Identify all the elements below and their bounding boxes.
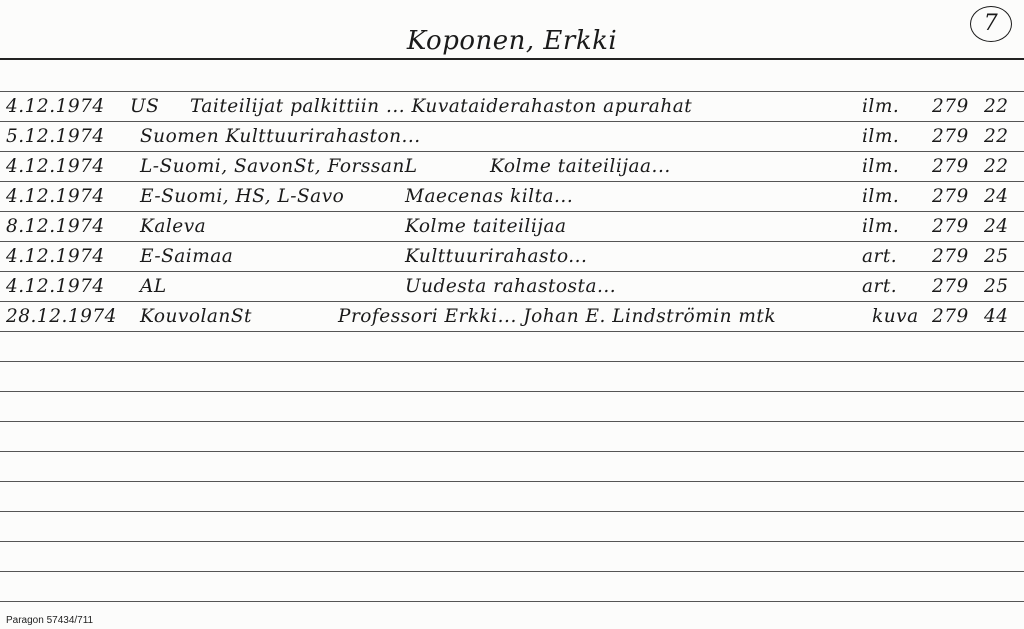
entry-row (0, 152, 1024, 182)
entry-number: 279 (932, 126, 969, 147)
entry-type: art. (862, 276, 898, 297)
entry-number: 279 (932, 156, 969, 177)
entry-date: 5.12.1974 (6, 126, 105, 147)
entry-number: 279 (932, 276, 969, 297)
entry-row (0, 92, 1024, 122)
entry-source: L-Suomi, SavonSt, ForssanL (140, 156, 418, 177)
entry-date: 4.12.1974 (6, 276, 105, 297)
entry-date: 4.12.1974 (6, 186, 105, 207)
entry-row (0, 272, 1024, 302)
ruled-line (0, 601, 1024, 602)
ruled-line (0, 481, 1024, 482)
entry-title: Kulttuurirahasto... (405, 246, 588, 267)
entry-type: art. (862, 246, 898, 267)
entry-number: 279 (932, 246, 969, 267)
entry-title: Professori Erkki... Johan E. Lindströmin mtk (338, 306, 777, 327)
entry-number: 279 (932, 306, 969, 327)
entry-source: Suomen Kulttuurirahaston... (140, 126, 421, 147)
entry-source: Kaleva (140, 216, 207, 237)
card-number-circle: 7 (970, 6, 1012, 42)
entry-page: 25 (984, 276, 1009, 297)
entry-page: 24 (984, 216, 1009, 237)
entry-date: 28.12.1974 (6, 306, 117, 327)
entry-type: ilm. (862, 156, 900, 177)
entry-type: kuva (872, 306, 919, 327)
entry-number: 279 (932, 216, 969, 237)
entry-source: KouvolanSt (140, 306, 252, 327)
entry-page: 22 (984, 156, 1009, 177)
entry-title: Kolme taiteilijaa... (490, 156, 671, 177)
ruled-line (0, 391, 1024, 392)
entry-title: Uudesta rahastosta... (405, 276, 617, 297)
ruled-line (0, 451, 1024, 452)
entry-date: 4.12.1974 (6, 156, 105, 177)
ruled-line (0, 361, 1024, 362)
entry-date: 8.12.1974 (6, 216, 105, 237)
entry-type: ilm. (862, 96, 900, 117)
card-title: Koponen, Erkki (406, 26, 618, 56)
entry-type: ilm. (862, 126, 900, 147)
entry-number: 279 (932, 96, 969, 117)
entry-page: 22 (984, 126, 1009, 147)
entry-title: Taiteilijat palkittiin ... Kuvataiderahaston apurahat (190, 96, 693, 117)
entry-title: Maecenas kilta... (405, 186, 574, 207)
entry-source: E-Saimaa (140, 246, 234, 267)
entry-page: 44 (984, 306, 1009, 327)
ruled-line (0, 541, 1024, 542)
entry-number: 279 (932, 186, 969, 207)
entry-type: ilm. (862, 216, 900, 237)
entry-row (0, 212, 1024, 242)
entry-row (0, 242, 1024, 272)
entry-page: 25 (984, 246, 1009, 267)
entry-source: AL (140, 276, 167, 297)
entry-type: ilm. (862, 186, 900, 207)
ruled-line (0, 421, 1024, 422)
entry-date: 4.12.1974 (6, 96, 105, 117)
entry-source: E-Suomi, HS, L-Savo (140, 186, 345, 207)
ruled-line (0, 571, 1024, 572)
entry-source: US (130, 96, 160, 117)
entry-row (0, 122, 1024, 152)
card-imprint: Paragon 57434/711 (6, 615, 94, 626)
entry-row (0, 302, 1024, 332)
entry-row (0, 182, 1024, 212)
entry-title: Kolme taiteilijaa (405, 216, 567, 237)
entry-page: 24 (984, 186, 1009, 207)
entry-page: 22 (984, 96, 1009, 117)
entry-date: 4.12.1974 (6, 246, 105, 267)
ruled-line (0, 511, 1024, 512)
title-rule (0, 58, 1024, 60)
